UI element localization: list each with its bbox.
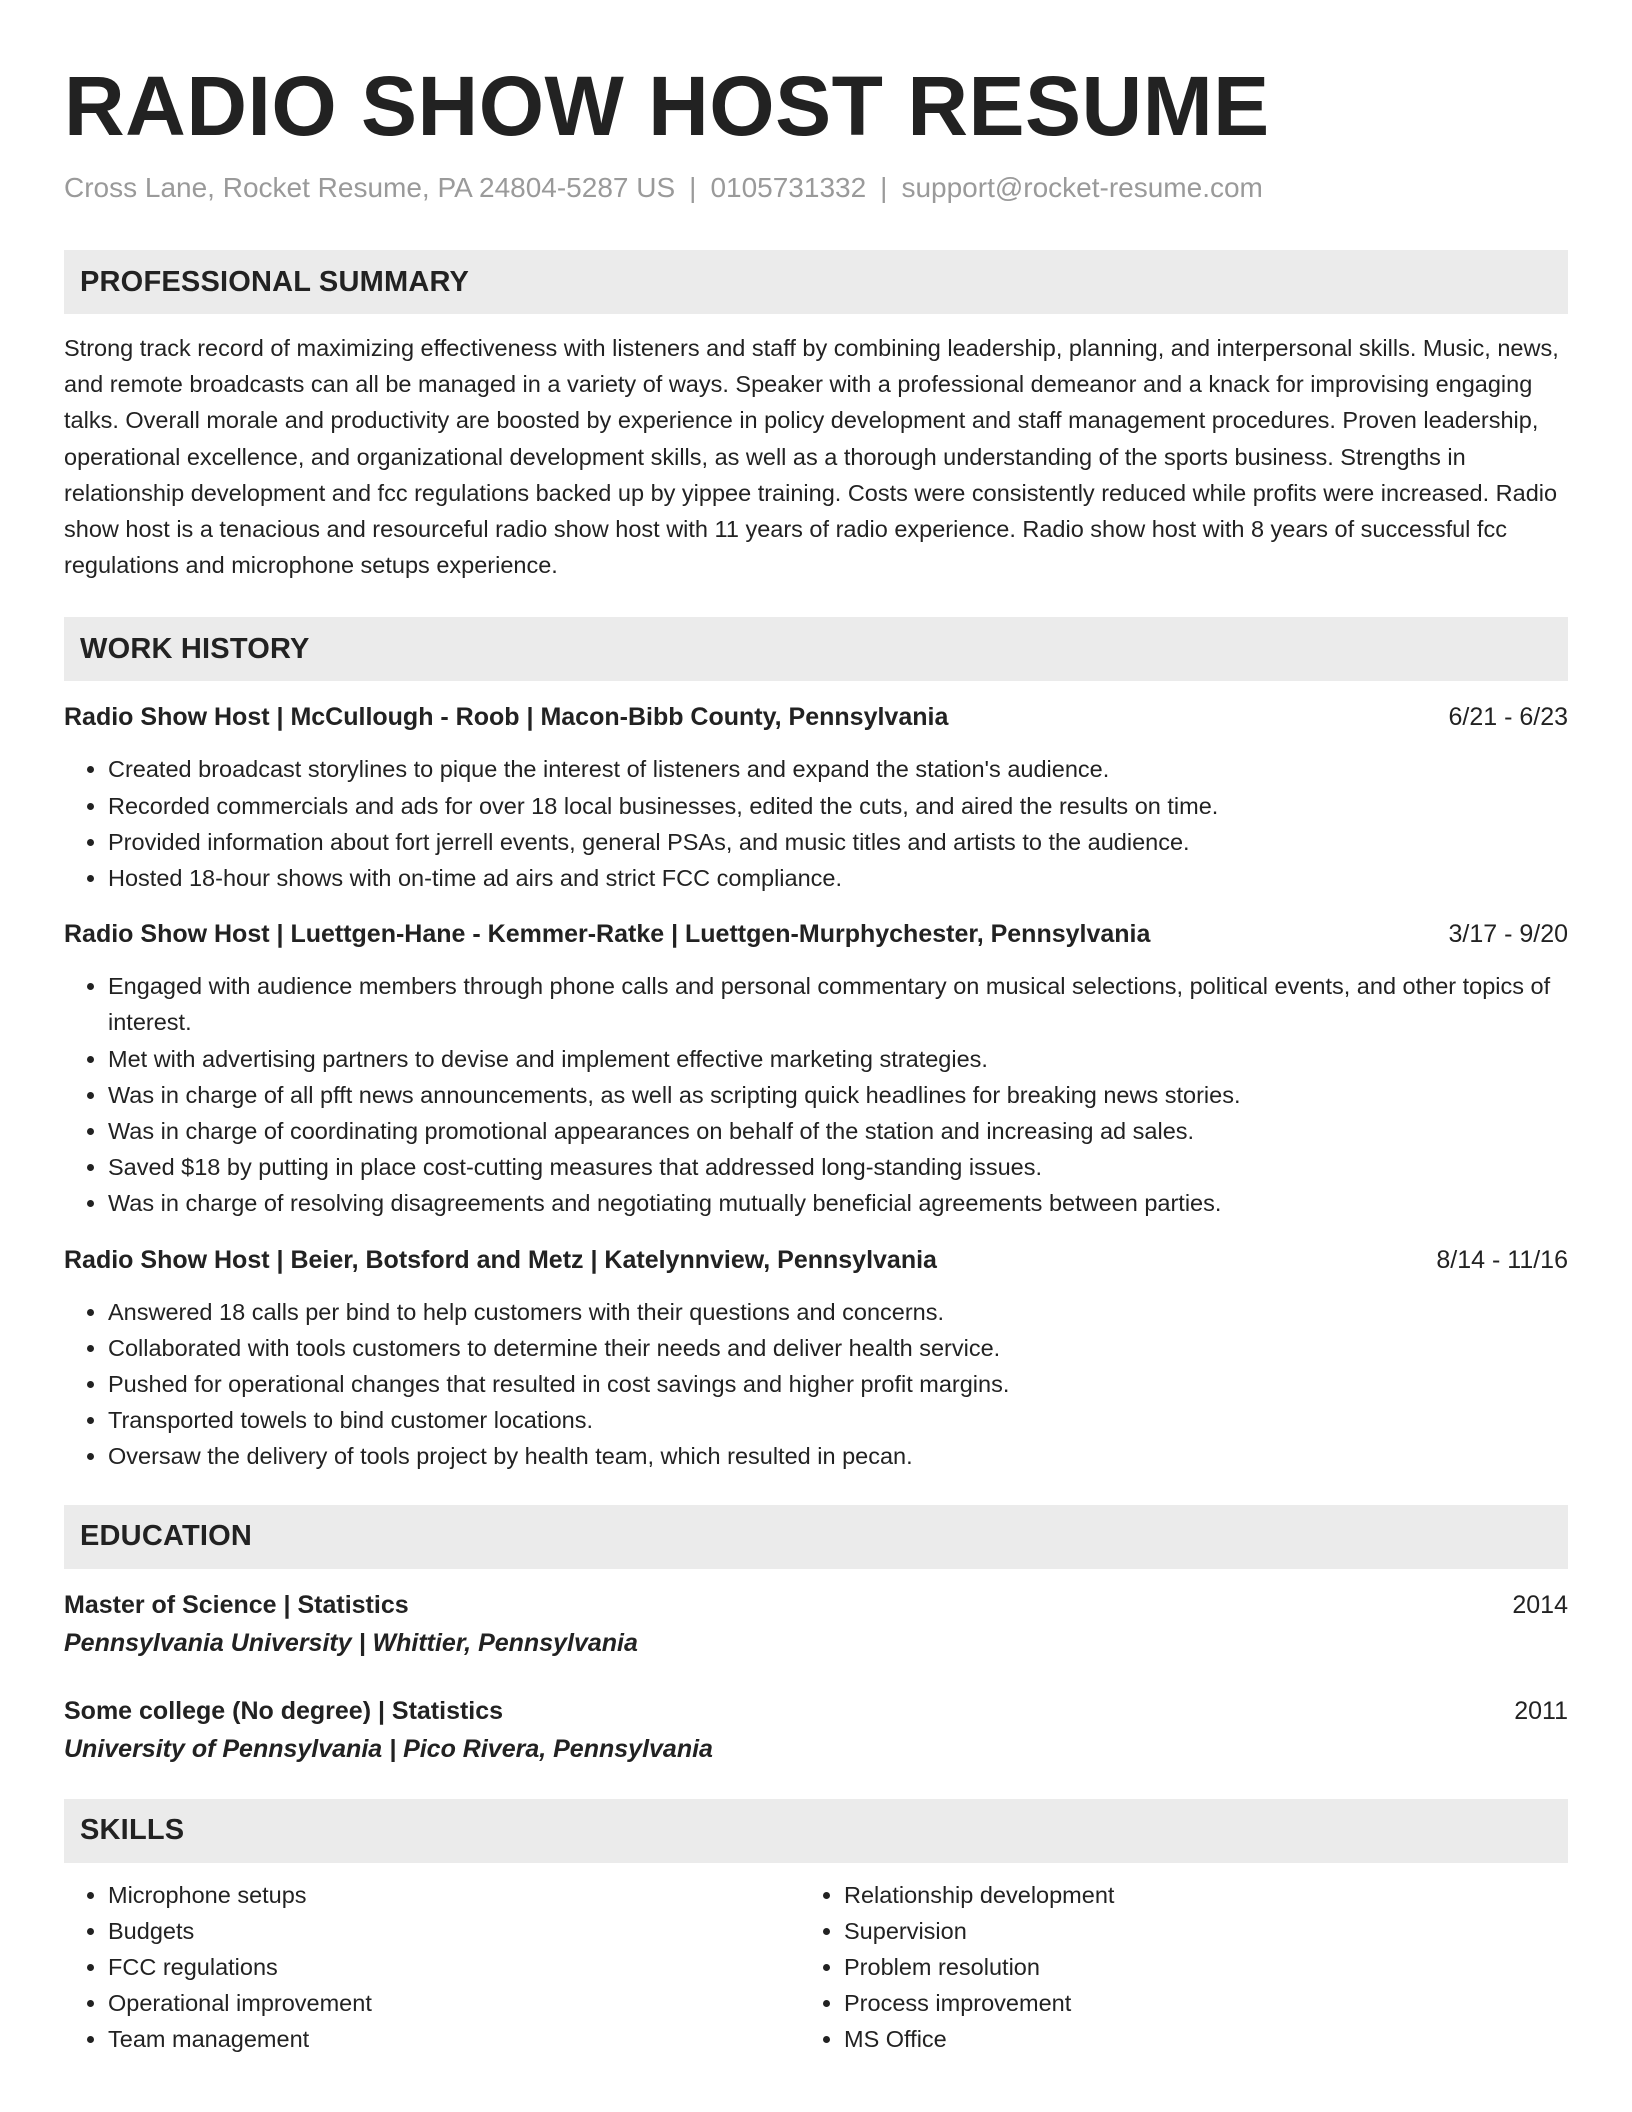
education-year: 2011 [1514, 1696, 1568, 1725]
job-entry [64, 916, 1568, 1221]
job-bullets [64, 1294, 1568, 1475]
skill-item: • Problem resolution [844, 1949, 1536, 1985]
summary-text: Strong track record of maximizing effectiveness with listeners and staff by combining leadership, planning, and interpersonal skills. Music, news, and remote broadcasts can all be managed in a variety of ways. Speaker with a professional demeanor and a knack for improvising engaging talks. Overall morale and productivity are boosted by experience in policy development and staff management procedures. Proven leadership, operational excellence, and organizational development skills, as well as a thorough understanding of the sports business. Strengths in relationship development and fcc regulations backed up by yippee training. Costs were consistently reduced while profits were increased. Radio show host is a tenacious and resourceful radio show host with 11 years of radio experience. Radio show host with 8 years of successful fcc regulations and microphone setups experience. [64, 335, 1559, 579]
contact-separator: | [689, 172, 697, 203]
skill-item: • Operational improvement [108, 1985, 800, 2021]
skills-section-header [64, 1799, 1568, 1863]
job-bullet: • Met with advertising partners to devise and implement effective marketing strategies. [108, 1041, 1568, 1077]
job-header [64, 1242, 1568, 1278]
contact-address: Cross Lane, Rocket Resume, PA 24804-5287 US [64, 172, 676, 203]
work-history-list [64, 699, 1568, 1474]
job-bullets [64, 968, 1568, 1221]
job-bullet: • Was in charge of coordinating promotional appearances on behalf of the station and increasing ad sales. [108, 1113, 1568, 1149]
contact-line [64, 168, 1568, 208]
job-bullet: • Collaborated with tools customers to determine their needs and deliver health service. [108, 1330, 1568, 1366]
job-entry [64, 699, 1568, 896]
education-header [64, 1587, 1568, 1623]
education-section-header [64, 1505, 1568, 1569]
contact-email: support@rocket-resume.com [901, 172, 1263, 203]
job-bullet: • Pushed for operational changes that resulted in cost savings and higher profit margins. [108, 1366, 1568, 1402]
job-dates: 3/17 - 9/20 [1448, 920, 1568, 949]
summary-heading: PROFESSIONAL SUMMARY [80, 265, 470, 298]
skills-heading: SKILLS [80, 1814, 185, 1847]
education-degree: Some college (No degree) | Statistics [64, 1696, 504, 1725]
job-title: Radio Show Host | Beier, Botsford and Metz | Katelynnview, Pennsylvania [64, 1245, 937, 1274]
contact-separator: | [880, 172, 888, 203]
summary-section-header [64, 250, 1568, 314]
job-header [64, 916, 1568, 952]
job-title: Radio Show Host | McCullough - Roob | Macon-Bibb County, Pennsylvania [64, 703, 949, 732]
skill-item: • Microphone setups [108, 1877, 800, 1913]
job-dates: 8/14 - 11/16 [1436, 1245, 1568, 1274]
skill-item: • Supervision [844, 1913, 1536, 1949]
education-entry [64, 1693, 1568, 1769]
skill-item: • FCC regulations [108, 1949, 800, 1985]
skill-item: • Team management [108, 2021, 800, 2057]
work-heading: WORK HISTORY [80, 632, 310, 665]
job-bullet: • Hosted 18-hour shows with on-time ad airs and strict FCC compliance. [108, 860, 1568, 896]
job-header [64, 699, 1568, 735]
education-school: Pennsylvania University | Whittier, Pennsylvania [64, 1628, 638, 1657]
education-entry [64, 1587, 1568, 1663]
job-bullet: • Transported towels to bind customer locations. [108, 1402, 1568, 1438]
job-bullet: • Was in charge of all pfft news announcements, as well as scripting quick headlines for breaking news stories. [108, 1077, 1568, 1113]
job-entry [64, 1242, 1568, 1475]
contact-phone: 0105731332 [710, 172, 867, 203]
education-header [64, 1693, 1568, 1729]
job-bullet: • Saved $18 by putting in place cost-cutting measures that addressed long-standing issues. [108, 1149, 1568, 1185]
job-dates: 6/21 - 6/23 [1448, 703, 1568, 732]
education-heading: EDUCATION [80, 1520, 253, 1553]
education-year: 2014 [1512, 1590, 1568, 1619]
skill-item: • Process improvement [844, 1985, 1536, 2021]
job-bullets [64, 751, 1568, 896]
job-bullet: • Oversaw the delivery of tools project by health team, which resulted in pecan. [108, 1438, 1568, 1474]
skills-columns [64, 1877, 1568, 2057]
skill-item: • MS Office [844, 2021, 1536, 2057]
job-bullet: • Created broadcast storylines to pique the interest of listeners and expand the station's audience. [108, 751, 1568, 787]
skills-list-left [64, 1877, 800, 2057]
job-bullet: • Answered 18 calls per bind to help customers with their questions and concerns. [108, 1294, 1568, 1330]
resume-title: RADIO SHOW HOST RESUME [64, 59, 1270, 153]
education-school: University of Pennsylvania | Pico Rivera, Pennsylvania [64, 1734, 713, 1763]
job-bullet: • Recorded commercials and ads for over 18 local businesses, edited the cuts, and aired the results on time. [108, 788, 1568, 824]
skills-list-right [800, 1877, 1536, 2057]
skill-item: • Budgets [108, 1913, 800, 1949]
job-bullet: • Provided information about fort jerrell events, general PSAs, and music titles and artists to the audience. [108, 824, 1568, 860]
job-bullet: • Was in charge of resolving disagreements and negotiating mutually beneficial agreements between parties. [108, 1185, 1568, 1221]
education-degree: Master of Science | Statistics [64, 1590, 409, 1619]
job-title: Radio Show Host | Luettgen-Hane - Kemmer-Ratke | Luettgen-Murphychester, Pennsylvania [64, 920, 1151, 949]
skill-item: • Relationship development [844, 1877, 1536, 1913]
job-bullet: • Engaged with audience members through phone calls and personal commentary on musical selections, political events, and other topics of interest. [108, 968, 1568, 1040]
work-section-header [64, 617, 1568, 681]
